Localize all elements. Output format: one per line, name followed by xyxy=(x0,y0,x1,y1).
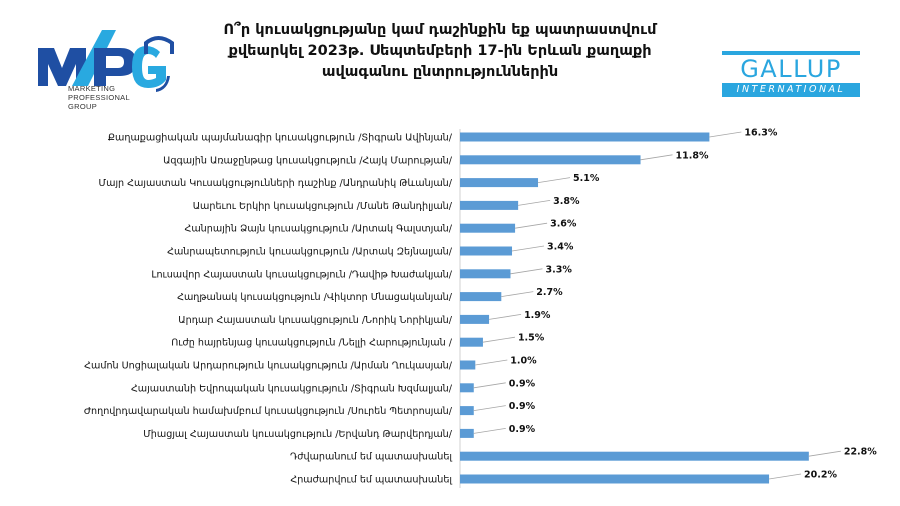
value-label: 20.2% xyxy=(804,469,838,481)
gallup-international: INTERNATIONAL xyxy=(736,84,846,95)
category-label: Մայր Հայաստան Կուսակցությունների դաշինք /Անդրանիկ Թևանյան/ xyxy=(98,178,452,190)
bar xyxy=(460,361,475,370)
bar xyxy=(460,292,501,301)
leader-line xyxy=(483,337,515,342)
category-label: Ազգային Առաջընթաց կուսակցություն /Հայկ Մարության/ xyxy=(163,155,452,167)
value-label: 0.9% xyxy=(508,401,536,413)
bar xyxy=(460,338,483,347)
leader-line xyxy=(475,360,507,365)
value-label: 2.7% xyxy=(536,287,563,299)
value-label: 1.5% xyxy=(517,332,545,344)
category-label: Ուժը hայրենյաց կուսակցություն /Նելլի Հարությունյան / xyxy=(171,337,452,349)
leader-line xyxy=(641,155,673,160)
value-label: 5.1% xyxy=(573,173,600,185)
leader-line xyxy=(474,406,506,411)
bar xyxy=(460,383,474,392)
category-label: Քաղաքացիական պայմանագիր կուսակցություն /Տիգրան Ավինյան/ xyxy=(107,132,452,144)
category-label: Դժվարանում եմ պատասխանել xyxy=(289,451,452,463)
category-label: Ժողովրդավարական hամախմբում կուսակցություն /Սուրեն Պետրոսյան/ xyxy=(83,406,452,418)
category-label: Հրաժարվում եմ պատասխանել xyxy=(290,474,452,486)
bar xyxy=(460,429,474,438)
category-label: Հանրապետություն կուսակցություն /Արտակ Զեյնալյան/ xyxy=(167,246,452,258)
gallup-wordmark: GALLUP xyxy=(740,55,842,83)
bar xyxy=(460,315,489,324)
leader-line xyxy=(501,292,533,297)
value-label: 3.4% xyxy=(547,241,574,253)
value-label: 3.8% xyxy=(553,195,580,207)
value-label: 0.9% xyxy=(508,378,536,390)
value-label: 3.3% xyxy=(545,264,572,276)
category-label: Արդար Հայաստան կուսակցություն /Նորիկ Նորիկյան/ xyxy=(178,314,452,326)
chart-title: Ո՞ր կուսակցությանը կամ դաշինքին եք պատրաստվում քվեարկել 2023թ. Սեպտեմբերի 17-ին Երևան քաղաքի ավագանու ընտրություններին xyxy=(223,22,657,80)
leader-line xyxy=(474,428,506,433)
leader-line xyxy=(709,132,741,137)
bar xyxy=(460,201,518,210)
bar xyxy=(460,269,510,278)
mpg-subtitle: MARKETING PROFESSIONAL GROUP xyxy=(68,84,130,111)
leader-line xyxy=(769,474,801,479)
bar xyxy=(460,155,641,164)
category-label: Համոն Սոցիալական Արդարություն կուսակցություն /Արման Ղուկասյան/ xyxy=(84,360,452,372)
bar xyxy=(460,224,515,233)
value-label: 16.3% xyxy=(744,127,778,139)
value-label: 22.8% xyxy=(843,446,877,458)
leader-line xyxy=(809,451,841,456)
value-label: 1.0% xyxy=(510,355,537,367)
category-label: Հայաստանի Եվրոպական կուսակցություն /Տիգրան Խզմալյան/ xyxy=(130,383,452,395)
value-label: 11.8% xyxy=(675,150,709,162)
value-label: 1.9% xyxy=(524,309,551,321)
leader-line xyxy=(538,178,570,183)
bar xyxy=(460,178,538,187)
bar xyxy=(460,247,512,256)
leader-line xyxy=(510,269,542,274)
category-label: Հաղթանակ կուսակցություն /Վիկտոր Մնացականյան/ xyxy=(177,292,452,304)
bar xyxy=(460,475,769,484)
leader-line xyxy=(518,200,550,205)
leader-line xyxy=(474,383,506,388)
leader-line xyxy=(489,314,521,319)
bar xyxy=(460,452,809,461)
category-label: Միացյալ Հայաստան կուսակցություն /Երվանդ Թարվերդյան/ xyxy=(143,428,452,440)
bar xyxy=(460,406,474,415)
category-label: Աարեւու Երկիր կուսակցություն /Մանե Թանդիլյան/ xyxy=(192,200,452,212)
value-label: 3.6% xyxy=(550,218,577,230)
category-label: Լուսավոր Հայաստան կուսակցություն /Դավիթ Խաժակյան/ xyxy=(151,269,452,281)
bar xyxy=(460,133,709,142)
value-label: 0.9% xyxy=(508,423,536,435)
category-label: Հանրային Ձայն կուսակցություն /Արտակ Գալստյան/ xyxy=(184,223,452,235)
leader-line xyxy=(512,246,544,251)
leader-line xyxy=(515,223,547,228)
